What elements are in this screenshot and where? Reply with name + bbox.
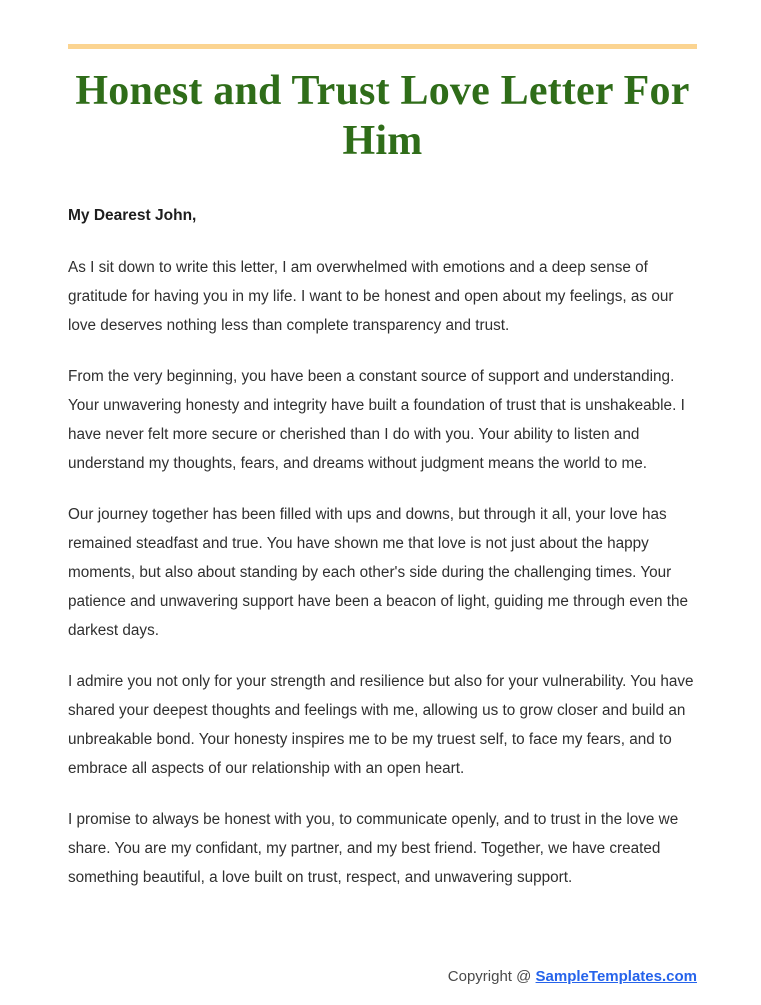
footer-attribution — [448, 967, 697, 987]
letter-paragraph: As I sit down to write this letter, I am overwhelmed with emotions and a deep sense of gratitude for having you in my life. I want to be honest and open about my feelings, as our love deserves nothing less than complete transparency and trust. — [68, 259, 674, 335]
sample-templates-link[interactable]: SampleTemplates.com — [535, 968, 697, 985]
copyright-label: Copyright @ — [447, 968, 532, 985]
letter-paragraph: From the very beginning, you have been a constant source of support and understanding. Your unwavering honesty and integrity have built a foundation of trust that is unshakeable. I have never felt more secure or cherished than I do with you. Your ability to listen and understand my thoughts, fears, and dreams without judgment means the world to me. — [68, 368, 685, 473]
document-content — [68, 0, 697, 914]
letter-paragraph: I admire you not only for your strength and resilience but also for your vulnerability. You have shared your deepest thoughts and feelings with me, allowing us to grow closer and build an unbreakable bond. Your honesty inspires me to be my truest self, to face my fears, and to embrace all aspects of our relationship with an open heart. — [68, 673, 694, 778]
letter-paragraph: I promise to always be honest with you, to communicate openly, and to trust in the love we share. You are my confidant, my partner, and my best friend. Together, we have created something beautiful, a love built on trust, respect, and unwavering support. — [68, 811, 679, 887]
letter-salutation: My Dearest John, — [68, 207, 197, 225]
letter-body — [68, 166, 697, 892]
page-title: Honest and Trust Love Letter For Him — [75, 68, 690, 164]
letter-paragraph: Our journey together has been filled with ups and downs, but through it all, your love has remained steadfast and true. You have shown me that love is not just about the happy moments, but also about standing by each other's side during the challenging times. Your patience and unwavering support have been a beacon of light, guiding me through even the darkest days. — [68, 506, 688, 640]
